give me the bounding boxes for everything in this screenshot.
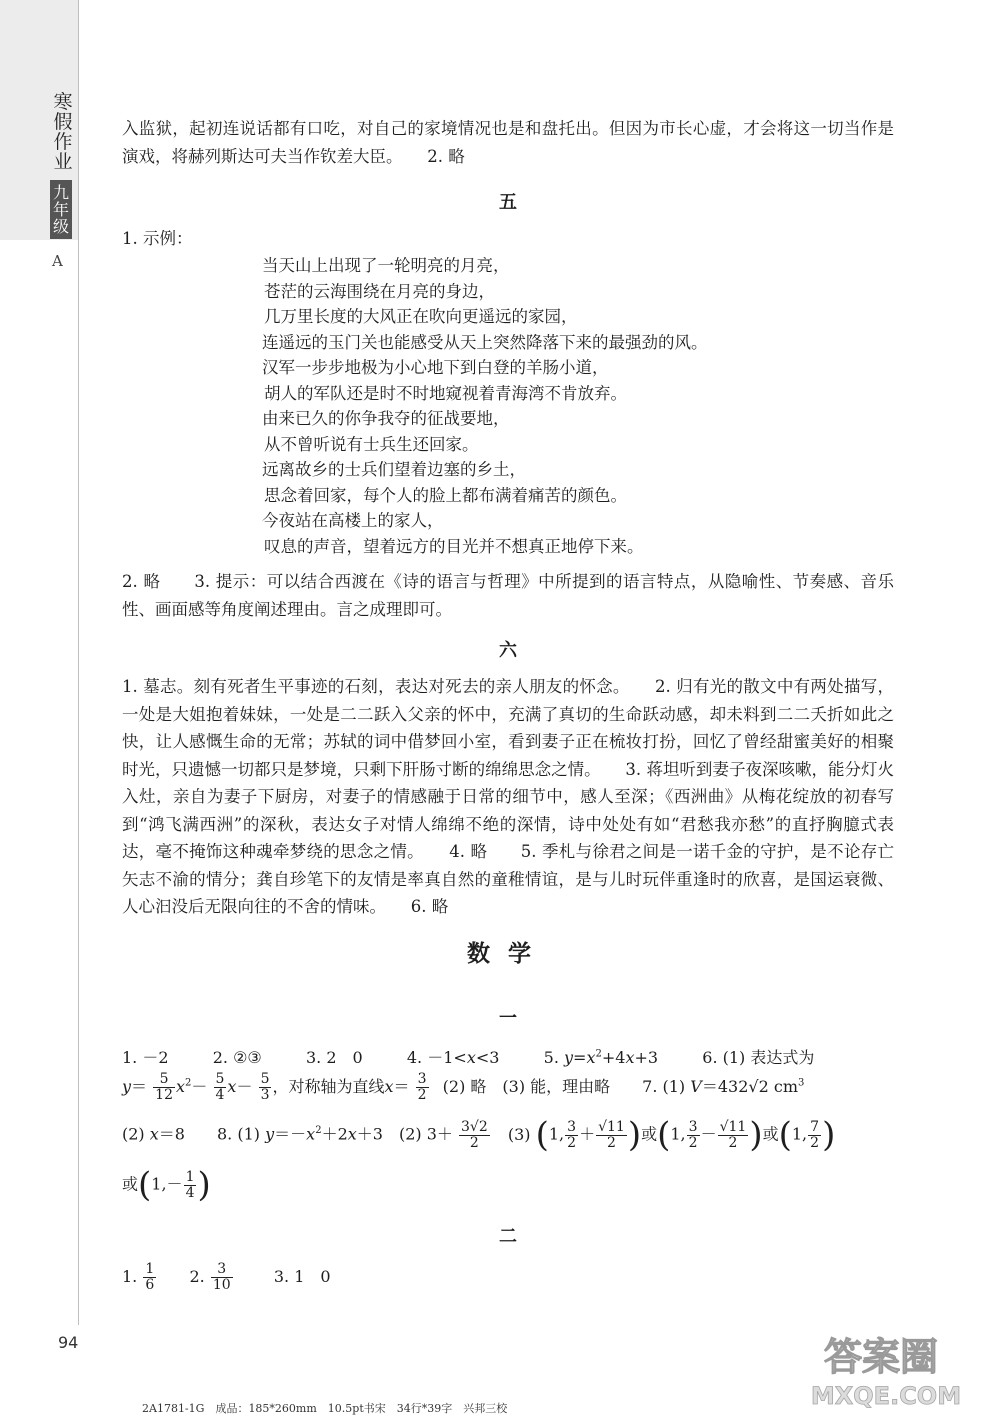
answer-2: 2. ②③ [212, 1048, 262, 1067]
denominator: 12 [155, 1087, 173, 1103]
denominator: 2 [567, 1134, 577, 1151]
text: ＝－ [274, 1124, 307, 1144]
grade-char: 级 [52, 217, 69, 236]
text: (2) [122, 1124, 145, 1144]
poem-line: 汉军一步步地极为小心地下到白登的羊肠小道， [262, 358, 609, 377]
answer-6: 6. (1) 表达式为 [702, 1048, 815, 1067]
unit: cm [773, 1077, 798, 1096]
fraction [687, 1120, 700, 1151]
text: 或 [122, 1174, 139, 1194]
var: x [625, 1048, 635, 1067]
math-section-heading-1: 一 [499, 1008, 517, 1029]
poem-line: 苍茫的云海围绕在月亮的身边， [264, 281, 495, 301]
text: 1, [548, 1124, 565, 1144]
var: y [564, 1048, 574, 1067]
math-line-4: 或(1,－ $\frac{1}{4}$ ) [122, 1165, 211, 1205]
margin-rule [78, 0, 79, 1325]
fraction [596, 1120, 627, 1151]
math-section-heading-2: 二 [499, 1226, 517, 1247]
denominator: 2 [728, 1134, 738, 1151]
denominator: 6 [145, 1277, 155, 1293]
var: x [175, 1077, 186, 1096]
numerator: 1 [145, 1261, 155, 1277]
text: 或 [762, 1124, 779, 1144]
numerator: 7 [810, 1118, 820, 1135]
numerator: 3√2 [461, 1118, 488, 1135]
math-line-2 [122, 1072, 894, 1103]
answer-1: 1. －2 [122, 1048, 169, 1067]
var: x [347, 1124, 357, 1144]
var: y [265, 1124, 275, 1144]
text: － [236, 1077, 253, 1096]
answer-5: 5. [543, 1048, 564, 1067]
text: 3. 1 0 [273, 1267, 331, 1286]
text: <3 [475, 1048, 500, 1067]
numerator: 3 [567, 1118, 577, 1135]
poem-line: 思念着回家，每个人的脸上都布满着痛苦的颜色。 [264, 485, 627, 505]
fraction [718, 1120, 749, 1151]
fraction [153, 1072, 175, 1103]
numerator: 3 [417, 1071, 427, 1087]
text: ＝ [393, 1077, 410, 1096]
numerator: 5 [153, 1072, 175, 1088]
side-title-char: 假 [53, 111, 73, 133]
math-line-5 [122, 1262, 894, 1293]
text: = [573, 1048, 587, 1067]
numerator: √11 [719, 1118, 747, 1135]
fraction [143, 1262, 156, 1293]
math-line-3: (2) x＝8 8. (1) $y=-x^2+2x+3$ (2) 3＋ $\frac{3√2}{2}$ (3) (1, $\frac{3}{2}$ ＋ $\frac{√11}{2}$ )或(1, $\frac{3}{2}$ － $\frac{√11}{2}$ )或(1, $\frac{7}{2}$ ) [122, 1115, 836, 1155]
var: x [227, 1077, 237, 1096]
numerator: 3 [688, 1118, 698, 1135]
poem-line: 当天山上出现了一轮明亮的月亮， [262, 256, 510, 275]
denominator: 3 [260, 1087, 270, 1103]
section5-after: 2. 略 3. 提示：可以结合西渡在《诗的语言与哲理》中所提到的语言特点，从隐喻性、节奏感、音乐性、画面感等角度阐述理由。言之成理即可。 [122, 572, 894, 619]
poem-line: 几万里长度的大风正在吹向更遥远的家园， [264, 307, 578, 326]
subject-title: 数学 [467, 940, 549, 967]
fraction [416, 1072, 429, 1103]
var: x [384, 1077, 394, 1096]
text: 1. [122, 1267, 138, 1286]
denominator: 2 [606, 1134, 616, 1151]
numerator: 5 [260, 1071, 270, 1087]
text: ＋2 [321, 1124, 348, 1144]
fraction [259, 1072, 272, 1103]
text: 或 [641, 1124, 658, 1144]
var: x [306, 1124, 316, 1144]
var: x [149, 1124, 159, 1144]
numerator: √11 [598, 1118, 625, 1135]
var: x [586, 1048, 596, 1067]
text: ＋3 (2) 3＋ [356, 1124, 453, 1144]
text: ＋ [579, 1124, 596, 1144]
poem-line: 连遥远的玉门关也能感受从天上突然降落下来的最强劲的风。 [262, 332, 708, 352]
denominator: 2 [417, 1087, 427, 1103]
side-grade-badge [50, 180, 72, 239]
var: y [122, 1077, 132, 1096]
fraction [565, 1120, 578, 1151]
numerator: 3 [211, 1262, 233, 1278]
fraction [184, 1170, 197, 1201]
math-line-1 [122, 1045, 894, 1068]
print-footer: 2A1781-1G 成品：185*260mm 10.5pt书宋 34行*39字 兴邦三校 [142, 1402, 508, 1415]
denominator: 2 [810, 1134, 820, 1151]
text: 1,－ [151, 1174, 183, 1194]
fraction [211, 1262, 233, 1293]
poem-line: 远离故乡的士兵们望着边塞的乡土， [262, 460, 526, 479]
exponent: 3 [798, 1077, 805, 1089]
denominator: 10 [212, 1277, 231, 1293]
text: ＝8 8. (1) [158, 1124, 260, 1144]
side-title-char: 作 [53, 131, 73, 153]
text: +3 [634, 1048, 659, 1067]
poem-line: 从不曾听说有士兵生还回家。 [264, 434, 479, 454]
var: x [466, 1048, 476, 1067]
poem-line: 叹息的声音，望着远方的目光并不想真正地停下来。 [264, 536, 644, 556]
poem-block [262, 253, 882, 559]
text: 1, [791, 1124, 808, 1144]
text: 1, [670, 1124, 686, 1144]
fraction [808, 1120, 821, 1151]
text: ，对称轴为直线 [272, 1077, 385, 1096]
poem-line: 今夜站在高楼上的家人， [262, 511, 444, 530]
denominator: 2 [688, 1134, 698, 1151]
top-paragraph: 入监狱，起初连说话都有口吃，对自己的家境情况也是和盘托出。但因为市长心虚，才会将这一切当作是演戏，将赫列斯达可夫当作钦差大臣。 2. 略 [122, 119, 894, 166]
text: (3) [507, 1124, 531, 1144]
watermark-top: 答案圈 [823, 1335, 939, 1379]
exponent: 2 [595, 1048, 602, 1060]
numerator: 5 [215, 1071, 225, 1087]
grade-char: 九 [52, 183, 69, 202]
fraction [459, 1120, 490, 1151]
denominator: 2 [469, 1134, 479, 1151]
grade-char: 年 [52, 200, 69, 219]
side-letter: A [52, 252, 63, 270]
text: － [191, 1077, 208, 1096]
answer-4: 4. －1< [406, 1048, 467, 1067]
denominator: 4 [185, 1184, 195, 1201]
fraction [214, 1072, 227, 1103]
exponent: 2 [315, 1125, 322, 1137]
poem-line: 胡人的军队还是时不时地窥视着青海湾不肯放弃。 [264, 383, 627, 403]
exponent: 2 [185, 1077, 192, 1089]
text: ＝ [131, 1077, 148, 1096]
answer-3: 3. 2 0 [305, 1048, 363, 1067]
side-title-char: 寒 [53, 91, 73, 113]
text: (2) 略 (3) 能，理由略 7. (1) [442, 1077, 686, 1096]
var: V [690, 1077, 702, 1096]
side-title [48, 92, 78, 172]
section6-paragraph: 1. 墓志。刻有死者生平事迹的石刻，表达对死去的亲人朋友的怀念。 2. 归有光的散文中有两处描写，一处是大姐抱着妹妹，一处是二二跃入父亲的怀中，充满了真切的生命跃动感，却未料到二二夭折如此之快，让人感慨生命的无常；苏轼的词中借梦回小室，看到妻子正在梳妆打扮，回忆了曾经甜蜜美好的相聚时光，只遗憾一切都只是梦境，只剩下肝肠寸断的绵绵思念之情。 3. 蒋坦听到妻子夜深咳嗽，能分灯火入灶，亲自为妻子下厨房，对妻子的情感融于日常的细节中，感人至深；《西洲曲》从梅花绽放的初春写到“鸿飞满西洲”的深秋，表达女子对情人绵绵不绝的深情，诗中处处有如“君愁我亦愁”的直抒胸臆式表达，毫不掩饰这种魂牵梦绕的思念之情。 4. 略 5. 季札与徐君之间是一诺千金的守护，是不论存亡矢志不渝的情分；龚自珍笔下的友情是率真自然的童稚情谊，是与儿时玩伴重逢时的欣喜，是国运衰微、人心汩没后无限向往的不舍的情味。 6. 略 [122, 677, 894, 916]
numerator: 1 [185, 1168, 195, 1185]
denominator: 4 [215, 1087, 225, 1103]
section-heading-5: 五 [499, 192, 517, 213]
page-number: 94 [58, 1333, 79, 1352]
answer-label: 1. 示例： [122, 229, 193, 248]
section-heading-6: 六 [499, 640, 517, 661]
watermark-bottom: MXQE.COM [810, 1382, 962, 1410]
text: － [700, 1124, 717, 1144]
side-title-char: 业 [53, 151, 73, 173]
text: 2. [189, 1267, 205, 1286]
poem-line: 由来已久的你争我夺的征战要地， [262, 409, 510, 428]
text: √2 [748, 1077, 769, 1096]
text: +4 [601, 1048, 626, 1067]
watermark-logo [776, 1330, 986, 1410]
text: ＝432 [701, 1077, 749, 1096]
